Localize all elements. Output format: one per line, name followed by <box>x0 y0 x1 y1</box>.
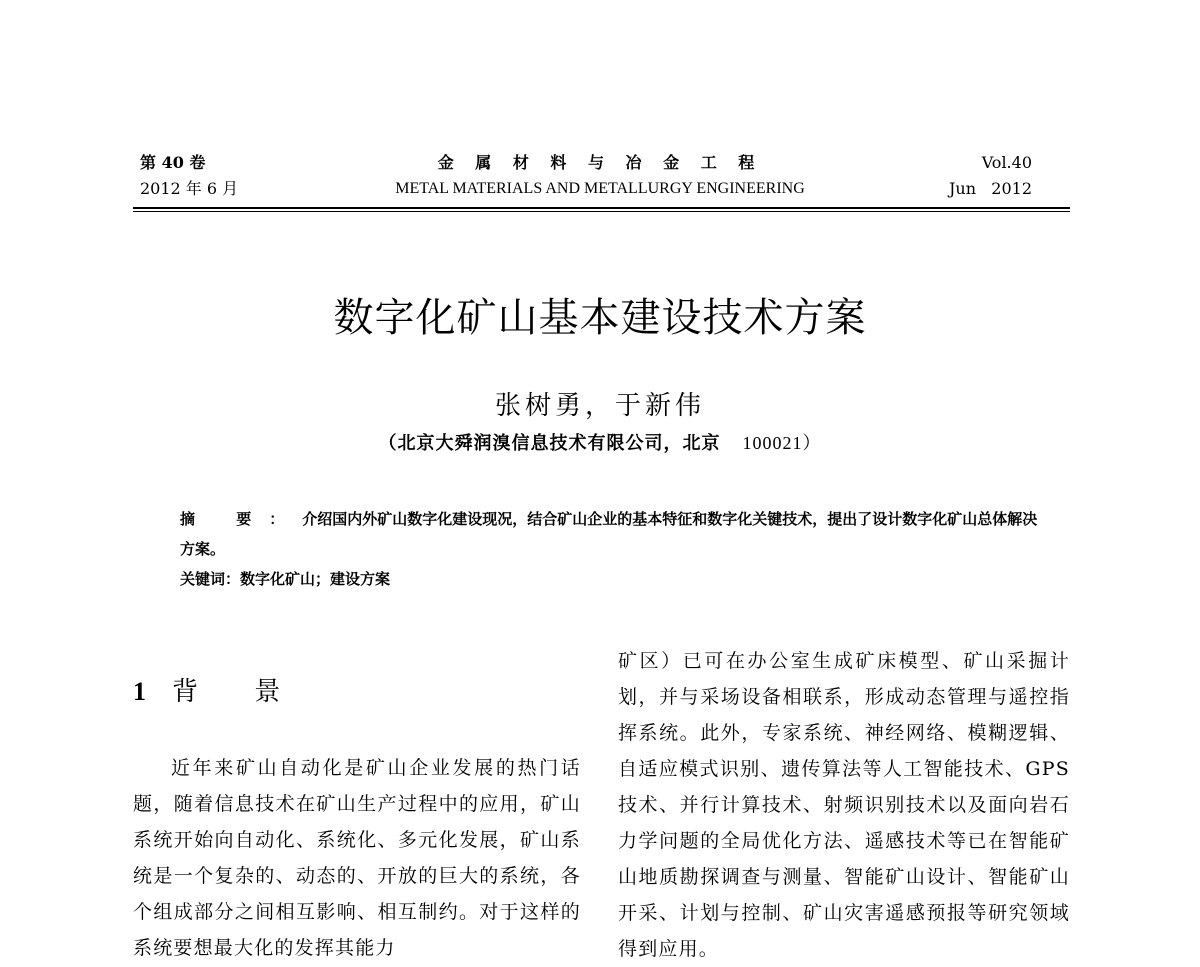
date-cn: 2012 年 6 月 <box>140 179 239 198</box>
affiliation-postcode: 100021） <box>742 433 822 453</box>
right-column <box>618 643 1070 967</box>
abstract-text: 介绍国内外矿山数字化建设现况，结合矿山企业的基本特征和数字化关键技术，提出了设计数字化矿山总体解决方案。 <box>180 510 1038 558</box>
journal-title-cn: 金 属 材 料 与 冶 金 工 程 <box>437 153 763 172</box>
running-header-center <box>330 150 870 202</box>
affiliation-text: （北京大舜润溴信息技术有限公司，北京 <box>378 433 721 454</box>
journal-title-en: METAL MATERIALS AND METALLURGY ENGINEERING <box>395 180 805 197</box>
article-authors: 张树勇，于新伟 <box>494 391 705 421</box>
keywords-text: 数字化矿山；建设方案 <box>240 570 391 588</box>
running-header-left <box>140 150 238 202</box>
abstract <box>180 504 1040 564</box>
section-heading <box>133 672 581 712</box>
right-column-paragraph: 矿区）已可在办公室生成矿床模型、矿山采掘计划，并与采场设备相联系，形成动态管理与遥控指挥系统。此外，专家系统、神经网络、模糊逻辑、自适应模式识别、遗传算法等人工智能技术、GPS 技术、并行计算技术、射频识别技术以及面向岩石力学问题的全局优化方法、遥感技术等已在智能矿山地质勘探调查与测量、智能矿山设计、智能矿山开采、计划与控制、矿山灾害遥感预报等研究领域得到应用。 <box>618 650 1070 960</box>
section-paragraph: 近年来矿山自动化是矿山企业发展的热门话题，随着信息技术在矿山生产过程中的应用，矿山系统开始向自动化、系统化、多元化发展，矿山系统是一个复杂的、动态的、开放的巨大的系统，各个组成部分之间相互影响、相互制约。对于这样的系统要想最大化的发挥其能力 <box>133 757 581 959</box>
header-rule-thick <box>133 207 1070 209</box>
running-header-right <box>949 150 1032 202</box>
keywords <box>180 564 1040 594</box>
header-rule-thin <box>133 211 1070 212</box>
section-number: 1 <box>133 677 148 706</box>
abstract-label: 摘 要： <box>180 510 303 528</box>
article-title: 数字化矿山基本建设技术方案 <box>333 295 867 341</box>
abstract-block <box>180 504 1040 594</box>
author-affiliation <box>0 428 1200 459</box>
left-column <box>133 672 581 966</box>
section-title: 背 景 <box>172 677 305 707</box>
volume-en: Vol.40 <box>981 153 1032 172</box>
keywords-label: 关键词： <box>180 570 241 588</box>
date-en: Jun 2012 <box>949 179 1032 198</box>
volume-cn: 第 40 卷 <box>140 153 206 172</box>
